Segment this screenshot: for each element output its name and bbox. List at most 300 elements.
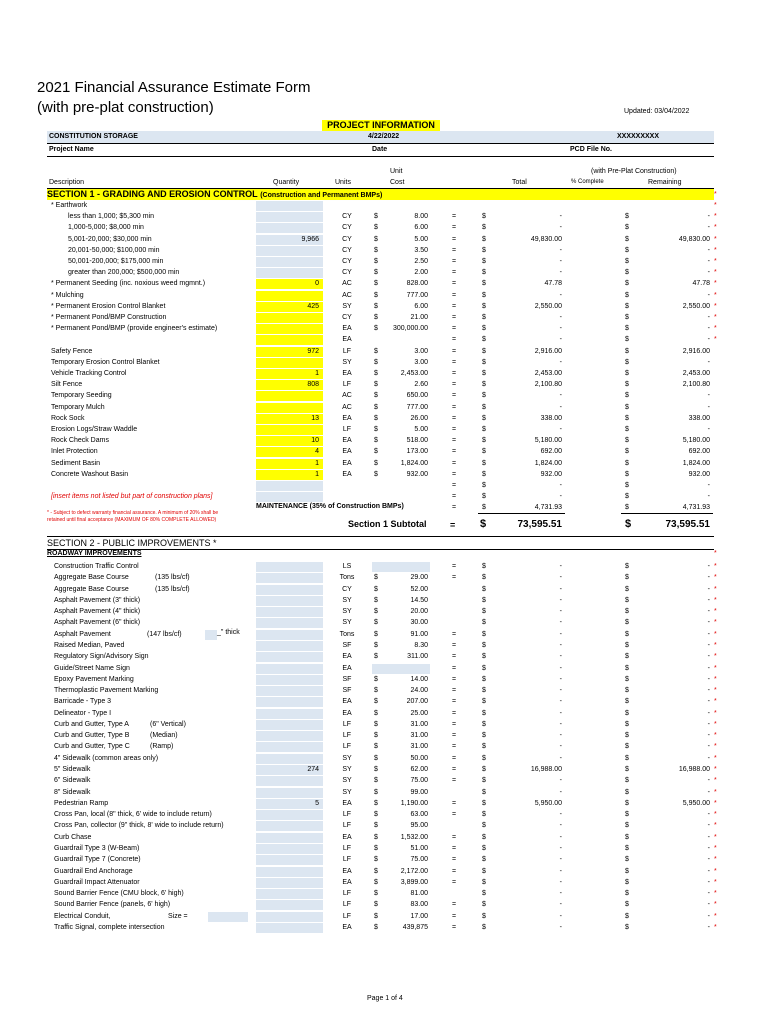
line-item-description: 4" Sidewalk (common areas only) (54, 755, 159, 762)
line-item-units: CY (342, 236, 352, 243)
dollar-sign: $ (482, 721, 486, 728)
line-item-quantity[interactable]: 1 (315, 471, 319, 478)
dollar-sign: $ (482, 890, 486, 897)
dollar-sign: $ (374, 631, 378, 638)
section1-header: SECTION 1 - GRADING AND EROSION CONTROL (Construction and Permanent BMPs) (47, 189, 714, 200)
line-item-units: LF (342, 890, 352, 897)
line-item-total: - (559, 392, 562, 399)
line-item-total: - (559, 224, 562, 231)
section1-subtotal-remaining: 73,595.51 (665, 519, 710, 530)
line-item-total: - (559, 868, 562, 875)
equals-sign: = (452, 811, 457, 818)
line-item-spec: (Median) (150, 732, 178, 739)
project-name-value[interactable]: CONSTITUTION STORAGE (49, 133, 138, 140)
line-item-description: Curb and Gutter, Type C (54, 743, 130, 750)
line-item-total: - (559, 924, 562, 931)
quantity-input-bg (256, 923, 323, 933)
warranty-star-marker: * (714, 258, 717, 265)
line-item-total: - (559, 359, 562, 366)
project-information-header: PROJECT INFORMATION (322, 120, 440, 131)
line-item-spec: (Ramp) (150, 743, 174, 750)
line-item-description: Temporary Erosion Control Blanket (51, 359, 160, 366)
thickness-input-bg (205, 630, 217, 640)
equals-sign: = (452, 732, 457, 739)
line-item-quantity[interactable]: 808 (307, 381, 319, 388)
warranty-star-marker: * (714, 586, 717, 593)
line-item-unit-cost: 650.00 (406, 392, 428, 399)
dollar-sign: $ (374, 901, 378, 908)
warranty-star-marker: * (714, 879, 717, 886)
quantity-input-bg (256, 618, 323, 628)
line-item-quantity[interactable]: 425 (307, 303, 319, 310)
line-item-units: LF (342, 811, 352, 818)
line-item-description: Thermoplastic Pavement Marking (54, 687, 159, 694)
quantity-input-bg (256, 268, 323, 278)
dollar-sign: $ (625, 755, 629, 762)
line-item-unit-cost: 5.00 (414, 426, 428, 433)
line-item-remaining: - (707, 392, 710, 399)
line-item-unit-cost: 1,190.00 (400, 800, 428, 807)
dollar-sign: $ (374, 822, 378, 829)
line-item-remaining: 16,988.00 (678, 766, 710, 773)
line-item-quantity[interactable]: 13 (311, 415, 319, 422)
dollar-sign: $ (374, 348, 378, 355)
dollar-sign: $ (625, 482, 629, 489)
pcd-file-label: PCD File No. (570, 146, 613, 153)
line-item-quantity[interactable]: 1 (315, 460, 319, 467)
line-item-total: 2,550.00 (534, 303, 562, 310)
dollar-sign: $ (625, 504, 629, 511)
line-item-description: greater than 200,000; $500,000 min (68, 269, 180, 276)
dollar-sign: $ (625, 710, 629, 717)
line-item-description: Temporary Seeding (51, 392, 112, 399)
equals-sign: = (452, 370, 457, 377)
quantity-input-bg (256, 607, 323, 617)
line-item-unit-cost: 777.00 (406, 404, 428, 411)
line-item-units: SY (342, 766, 352, 773)
equals-sign: = (452, 359, 457, 366)
line-item-description: Sediment Basin (51, 460, 101, 467)
warranty-star-marker: * (714, 303, 717, 310)
equals-sign: = (452, 381, 457, 388)
line-item-total: 932.00 (540, 471, 562, 478)
dollar-sign: $ (625, 777, 629, 784)
line-item-quantity[interactable]: 10 (311, 437, 319, 444)
line-item-unit-cost: 8.00 (414, 213, 428, 220)
dollar-sign: $ (625, 404, 629, 411)
line-item-description: Erosion Logs/Straw Waddle (51, 426, 138, 433)
line-item-remaining: - (707, 879, 710, 886)
pcd-file-value[interactable]: XXXXXXXXX (617, 133, 660, 140)
line-item-unit-cost: 3.50 (414, 247, 428, 254)
dollar-sign: $ (625, 834, 629, 841)
line-item-unit-cost: 14.50 (410, 597, 428, 604)
line-item-unit-cost: 21.00 (410, 314, 428, 321)
line-item-units: LF (342, 913, 352, 920)
dollar-sign: $ (625, 426, 629, 433)
line-item-quantity[interactable]: 5 (315, 800, 319, 807)
equals-sign: = (452, 574, 457, 581)
line-item-description: Guardrail Type 3 (W-Beam) (54, 845, 140, 852)
dollar-sign: $ (482, 642, 486, 649)
dollar-sign: $ (625, 370, 629, 377)
dollar-sign: $ (374, 381, 378, 388)
line-item-thickness[interactable]: _" thick (217, 629, 240, 636)
line-item-units: EA (342, 460, 352, 467)
equals-sign: = (452, 766, 457, 773)
line-item-units: EA (342, 415, 352, 422)
equals-sign: = (452, 834, 457, 841)
line-item-remaining: - (707, 563, 710, 570)
warranty-star-marker: * (714, 574, 717, 581)
equals-sign: = (452, 482, 457, 489)
line-item-units: EA (342, 471, 352, 478)
line-item-quantity[interactable]: 9,966 (301, 236, 319, 243)
line-item-description: Epoxy Pavement Marking (54, 676, 134, 683)
line-item-unit-cost: 24.00 (410, 687, 428, 694)
dollar-sign: $ (374, 325, 378, 332)
line-item-remaining: 932.00 (688, 471, 710, 478)
line-item-total: - (559, 426, 562, 433)
line-item-description: 20,001-50,000; $100,000 min (68, 247, 160, 254)
warranty-star-marker: * (714, 642, 717, 649)
dollar-sign: $ (625, 608, 629, 615)
warranty-star-marker: * (714, 766, 717, 773)
warranty-star-marker: * (714, 314, 717, 321)
line-item-unit-cost: 6.00 (414, 303, 428, 310)
dollar-sign: $ (625, 518, 632, 530)
dollar-sign: $ (625, 743, 629, 750)
dollar-sign: $ (374, 743, 378, 750)
line-item-total: - (559, 482, 562, 489)
line-item-description: * Permanent Pond/BMP Construction (51, 314, 167, 321)
line-item-units: EA (342, 653, 352, 660)
dollar-sign: $ (482, 845, 486, 852)
warranty-star-marker: * (714, 563, 717, 570)
line-item-description: Curb Chase (54, 834, 92, 841)
line-item-description: Guardrail Type 7 (Concrete) (54, 856, 141, 863)
line-item-remaining: - (707, 224, 710, 231)
line-item-total: - (559, 325, 562, 332)
warranty-star-marker: * (714, 924, 717, 931)
unit-cost-header-line2: Cost (390, 179, 405, 186)
dollar-sign: $ (482, 834, 486, 841)
equals-sign: = (452, 426, 457, 433)
equals-sign: = (452, 743, 457, 750)
line-item-remaining: - (707, 314, 710, 321)
section2-header: SECTION 2 - PUBLIC IMPROVEMENTS * (47, 538, 217, 548)
warranty-star-marker: * (714, 292, 717, 299)
dollar-sign: $ (374, 314, 378, 321)
line-item-total: - (559, 619, 562, 626)
equals-sign: = (452, 901, 457, 908)
line-item-total: 1,824.00 (534, 460, 562, 467)
quantity-input-bg (256, 889, 323, 899)
line-item-remaining: - (707, 721, 710, 728)
line-item-unit-cost: 6.00 (414, 224, 428, 231)
line-item-remaining: - (707, 493, 710, 500)
line-item-description: Aggregate Base Course (54, 586, 129, 593)
line-item-description: Cross Pan, local (8" thick, 6' wide to include return) (54, 811, 212, 818)
warranty-star-marker: * (714, 811, 717, 818)
warranty-star-marker: * (714, 789, 717, 796)
equals-sign: = (452, 236, 457, 243)
line-item-description: * Earthwork (51, 202, 88, 209)
line-item-unit-cost: 63.00 (410, 811, 428, 818)
line-item-remaining: - (707, 597, 710, 604)
equals-sign: = (452, 280, 457, 287)
line-item-unit-cost: 3.00 (414, 359, 428, 366)
form-subtitle: (with pre-plat construction) (37, 99, 214, 116)
warranty-star-marker: * (714, 710, 717, 717)
line-item-quantity[interactable]: 972 (307, 348, 319, 355)
date-value[interactable]: 4/22/2022 (368, 133, 400, 140)
line-item-remaining: - (707, 213, 710, 220)
dollar-sign: $ (482, 381, 486, 388)
updated-date: Updated: 03/04/2022 (624, 108, 690, 115)
line-item-remaining: - (707, 901, 710, 908)
line-item-description: [insert items not listed but part of construction plans] (51, 493, 213, 500)
dollar-sign: $ (482, 777, 486, 784)
dollar-sign: $ (482, 280, 486, 287)
line-item-unit-cost: 3.00 (414, 348, 428, 355)
dollar-sign: $ (482, 766, 486, 773)
dollar-sign: $ (625, 913, 629, 920)
line-item-units: LF (342, 856, 352, 863)
dollar-sign: $ (482, 901, 486, 908)
quantity-input-bg (256, 776, 323, 786)
line-item-total: - (559, 879, 562, 886)
divider (47, 156, 714, 157)
dollar-sign: $ (625, 348, 629, 355)
dollar-sign: $ (625, 845, 629, 852)
dollar-sign: $ (374, 868, 378, 875)
line-item-description: Delineator - Type I (54, 710, 112, 717)
dollar-sign: $ (482, 482, 486, 489)
line-item-remaining: 692.00 (688, 448, 710, 455)
line-item-units: Tons (339, 574, 355, 581)
line-item-total: - (559, 687, 562, 694)
dollar-sign: $ (374, 471, 378, 478)
quantity-input-bg (256, 201, 323, 211)
line-item-description: Curb and Gutter, Type B (54, 732, 130, 739)
dollar-sign: $ (482, 710, 486, 717)
dollar-sign: $ (625, 665, 629, 672)
line-item-units: LS (342, 563, 352, 570)
line-item-description: Aggregate Base Course (54, 574, 129, 581)
dollar-sign: $ (625, 698, 629, 705)
warranty-star-marker: * (714, 901, 717, 908)
line-item-remaining: 47.78 (692, 280, 710, 287)
line-item-units: EA (342, 800, 352, 807)
line-item-unit-cost: 75.00 (410, 856, 428, 863)
line-item-description: * Permanent Pond/BMP (provide engineer's estimate) (51, 325, 218, 332)
maintenance-total: 4,731.93 (534, 504, 562, 511)
line-item-unit-cost: 2.50 (414, 258, 428, 265)
line-item-description: * Permanent Erosion Control Blanket (51, 303, 166, 310)
dollar-sign: $ (625, 597, 629, 604)
dollar-sign: $ (374, 292, 378, 299)
quantity-input-bg (256, 596, 323, 606)
line-item-description: Sound Barrier Fence (CMU block, 6' high) (54, 890, 184, 897)
dollar-sign: $ (374, 258, 378, 265)
warranty-star-marker: * (714, 755, 717, 762)
project-name-label: Project Name (49, 146, 94, 153)
dollar-sign: $ (625, 336, 629, 343)
dollar-sign: $ (482, 303, 486, 310)
dollar-sign: $ (374, 710, 378, 717)
dollar-sign: $ (625, 493, 629, 500)
quantity-input-bg (256, 810, 323, 820)
line-item-description: Inlet Protection (51, 448, 98, 455)
dollar-sign: $ (625, 676, 629, 683)
page-number: Page 1 of 4 (367, 995, 403, 1002)
line-item-description: Cross Pan, collector (9" thick, 8' wide to include return) (54, 822, 224, 829)
line-item-total: - (559, 913, 562, 920)
quantity-input-bg (256, 720, 323, 730)
dollar-sign: $ (482, 247, 486, 254)
line-item-total: - (559, 292, 562, 299)
dollar-sign: $ (625, 721, 629, 728)
dollar-sign: $ (482, 676, 486, 683)
line-item-units: EA (342, 834, 352, 841)
line-item-units: CY (342, 213, 352, 220)
remaining-header: Remaining (648, 179, 682, 186)
dollar-sign: $ (625, 392, 629, 399)
line-item-total: - (559, 743, 562, 750)
line-item-total: 5,950.00 (534, 800, 562, 807)
equals-sign: = (452, 415, 457, 422)
line-item-spec: (135 lbs/cf) (155, 586, 190, 593)
line-item-total: - (559, 845, 562, 852)
quantity-input-bg (256, 212, 323, 222)
line-item-remaining: - (707, 619, 710, 626)
dollar-sign: $ (374, 269, 378, 276)
line-item-units: SY (342, 359, 352, 366)
line-item-total: - (559, 665, 562, 672)
line-item-quantity[interactable]: 4 (315, 448, 319, 455)
line-item-unit-cost: 50.00 (410, 755, 428, 762)
dollar-sign: $ (374, 890, 378, 897)
quantity-input-bg (256, 585, 323, 595)
quantity-input-bg (256, 652, 323, 662)
line-item-remaining: - (707, 336, 710, 343)
dollar-sign: $ (625, 811, 629, 818)
dollar-sign: $ (482, 336, 486, 343)
line-item-unit-cost: 207.00 (406, 698, 428, 705)
dollar-sign: $ (482, 224, 486, 231)
line-item-unit-cost: 99.00 (410, 789, 428, 796)
line-item-description: Concrete Washout Basin (51, 471, 129, 478)
dollar-sign: $ (625, 901, 629, 908)
dollar-sign: $ (482, 258, 486, 265)
line-item-units: EA (342, 448, 352, 455)
warranty-star-marker: * (714, 213, 717, 220)
line-item-unit-cost: 91.00 (410, 631, 428, 638)
quantity-highlight (256, 313, 323, 323)
line-item-remaining: - (707, 269, 710, 276)
equals-sign: = (452, 471, 457, 478)
line-item-units: EA (342, 924, 352, 931)
line-item-units: CY (342, 224, 352, 231)
equals-sign: = (452, 224, 457, 231)
line-item-description: * Mulching (51, 292, 84, 299)
line-item-quantity[interactable]: 1 (315, 370, 319, 377)
line-item-remaining: 2,453.00 (682, 370, 710, 377)
quantity-input-bg (256, 664, 323, 674)
line-item-total: - (559, 314, 562, 321)
line-item-remaining: 5,180.00 (682, 437, 710, 444)
equals-sign: = (452, 913, 457, 920)
line-item-units: AC (342, 404, 352, 411)
line-item-description: Asphalt Pavement (4" thick) (54, 608, 141, 615)
line-item-description: Rock Sock (51, 415, 85, 422)
quantity-input-bg (256, 709, 323, 719)
dollar-sign: $ (482, 856, 486, 863)
dollar-sign: $ (374, 698, 378, 705)
dollar-sign: $ (625, 437, 629, 444)
line-item-description: Barricade - Type 3 (54, 698, 112, 705)
equals-sign: = (452, 392, 457, 399)
line-item-remaining: 338.00 (688, 415, 710, 422)
divider (47, 549, 714, 550)
form-title: 2021 Financial Assurance Estimate Form (37, 79, 311, 96)
dollar-sign: $ (482, 213, 486, 220)
dollar-sign: $ (374, 800, 378, 807)
line-item-units: LF (342, 381, 352, 388)
quantity-highlight (256, 403, 323, 413)
line-item-total: - (559, 336, 562, 343)
quantity-input-bg (256, 573, 323, 583)
warranty-star-marker: * (714, 687, 717, 694)
line-item-total: - (559, 608, 562, 615)
line-item-remaining: 5,950.00 (682, 800, 710, 807)
line-item-total: - (559, 811, 562, 818)
dollar-sign: $ (625, 800, 629, 807)
line-item-description: Electrical Conduit, (54, 913, 111, 920)
line-item-description: Asphalt Pavement (54, 631, 111, 638)
line-item-units: LF (342, 822, 352, 829)
preplat-header: (with Pre-Plat Construction) (591, 168, 677, 175)
quantity-input-bg (256, 833, 323, 843)
line-item-description: Guide/Street Name Sign (54, 665, 130, 672)
line-item-units: EA (342, 868, 352, 875)
warranty-star-marker: * (714, 202, 717, 209)
line-item-quantity[interactable]: 0 (315, 280, 319, 287)
warranty-star-marker: * (714, 280, 717, 287)
section1-subtotal-value: 73,595.51 (517, 519, 562, 530)
warranty-star-marker: * (714, 653, 717, 660)
line-item-units: SF (342, 687, 352, 694)
dollar-sign: $ (374, 370, 378, 377)
dollar-sign: $ (482, 822, 486, 829)
dollar-sign: $ (625, 732, 629, 739)
equals-sign: = (452, 404, 457, 411)
dollar-sign: $ (482, 597, 486, 604)
dollar-sign: $ (482, 732, 486, 739)
dollar-sign: $ (625, 868, 629, 875)
equals-sign: = (452, 868, 457, 875)
quantity-input-bg (256, 731, 323, 741)
equals-sign: = (452, 755, 457, 762)
equals-sign: = (452, 292, 457, 299)
line-item-unit-cost: 83.00 (410, 901, 428, 908)
line-item-quantity[interactable]: 274 (307, 766, 319, 773)
line-item-units: AC (342, 292, 352, 299)
dollar-sign: $ (374, 224, 378, 231)
line-item-description: Traffic Signal, complete intersection (54, 924, 165, 931)
dollar-sign: $ (482, 493, 486, 500)
